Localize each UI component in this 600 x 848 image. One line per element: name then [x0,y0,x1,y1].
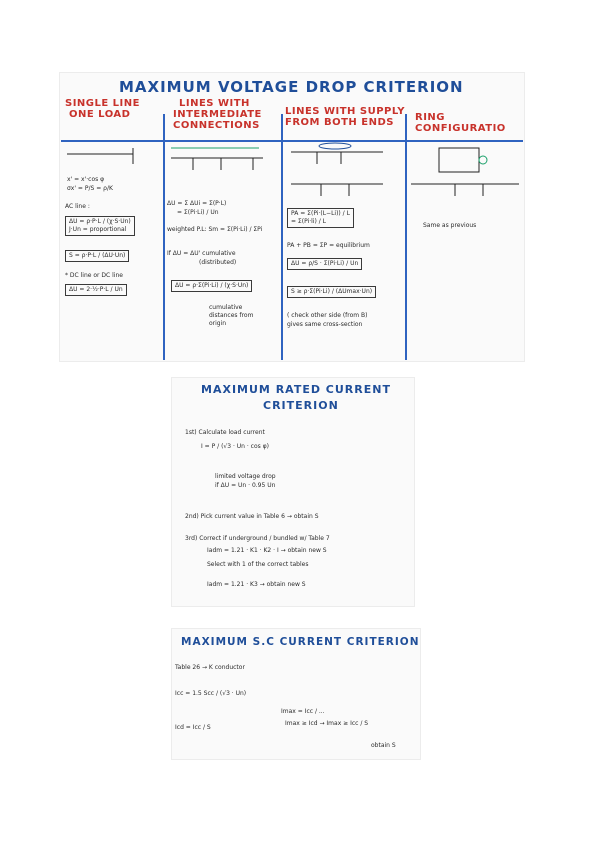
col2-eq1: ΔU = Σ ΔUi = Σ(P·L) [167,200,227,207]
col2-formula: ΔU = ρ·Σ(Pi·Li) / (χ·S·Un) [171,280,252,292]
sc-icd-formula: Icd = Icc / S [175,724,211,731]
col3-formula-3: S ≥ ρ·Σ(Pi·Li) / (ΔUmax·Un) [287,286,376,298]
col1-formula-1: ΔU = ρ·P·L / (χ·S·Un) J·Un = proportional [65,216,135,236]
rc-limited-drop: limited voltage drop [215,473,276,480]
col2-note2: (distributed) [199,259,237,266]
rc-step-3: 3rd) Correct if underground / bundled w/ Table 7 [185,535,330,542]
sc-compare: Imax ≥ Icd → Imax ≥ Icc / S [285,720,369,727]
col3-formula-1: PA = Σ(Pi·(L−Li)) / L = Σ(Pi·li) / L [287,208,354,228]
col-header-single-line: SINGLE LINE ONE LOAD [65,98,140,120]
col1-dc-line: * DC line or DC line [65,272,123,279]
sc-obtain: obtain S [371,742,396,749]
sc-current-sheet [171,628,421,760]
col2-note: If ΔU = ΔU' cumulative [167,250,236,257]
sc-current-title: MAXIMUM S.C CURRENT CRITERION [181,636,420,648]
col3-balance: PA + PB = ΣP = equilibrium [287,242,370,249]
rated-current-title-1: MAXIMUM RATED CURRENT [201,383,391,396]
sc-imax: Imax = Icc / ... [281,708,325,715]
rc-current-formula: I = P / (√3 · Un · cos φ) [201,443,269,450]
col1-formula-2: S = ρ·P·L / (ΔU·Un) [65,250,129,262]
col2-cumulative-note: cumulative distances from origin [209,304,254,327]
col-header-ring: RING CONFIGURATIO [415,112,506,134]
rc-iadm-1: Iadm = 1.21 · K1 · K2 · I → obtain new S [207,547,327,554]
col2-weighted: weighted P.L: Sm = Σ(Pi·Li) / ΣPi [167,226,263,233]
col3-formula-2: ΔU = ρ/S · Σ(Pi·Li) / Un [287,258,362,270]
rc-iadm-2: Iadm = 1.21 · K3 → obtain new S [207,581,306,588]
col1-eq1: x' = x'·cos φ [67,176,105,183]
col-header-intermediate: LINES WITH INTERMEDIATE CONNECTIONS [173,98,262,131]
rated-current-sheet [171,377,415,607]
voltage-drop-sheet [59,72,525,362]
rated-current-title-2: CRITERION [263,399,339,412]
col3-check: ( check other side (from B) [287,312,368,319]
col2-eq2: = Σ(Pi·Li) / Un [177,209,219,216]
rc-select: Select with 1 of the correct tables [207,561,309,568]
voltage-drop-title: MAXIMUM VOLTAGE DROP CRITERION [119,78,464,96]
ring-rectangle [439,148,479,172]
col4-same: Same as previous [423,222,477,229]
sc-icc-formula: Icc = 1.5 Scc / (√3 · Un) [175,690,247,697]
both-ends-loop [319,143,351,149]
ring-marker [479,156,487,164]
col3-check2: gives same cross-section [287,321,363,328]
rc-step-2: 2nd) Pick current value in Table 6 → obtain S [185,513,319,520]
sc-table-26: Table 26 → K conductor [175,664,245,671]
col1-eq2: σx' = P/S = ρ/K [67,185,113,192]
rc-drop-value: if ΔU = Un · 0.95 Un [215,482,276,489]
col1-ac-line: AC line : [65,203,90,210]
rc-step-1: 1st) Calculate load current [185,429,265,436]
col-header-both-ends: LINES WITH SUPPLY FROM BOTH ENDS [285,106,405,128]
col1-formula-3: ΔU = 2·½·P·L / Un [65,284,127,296]
